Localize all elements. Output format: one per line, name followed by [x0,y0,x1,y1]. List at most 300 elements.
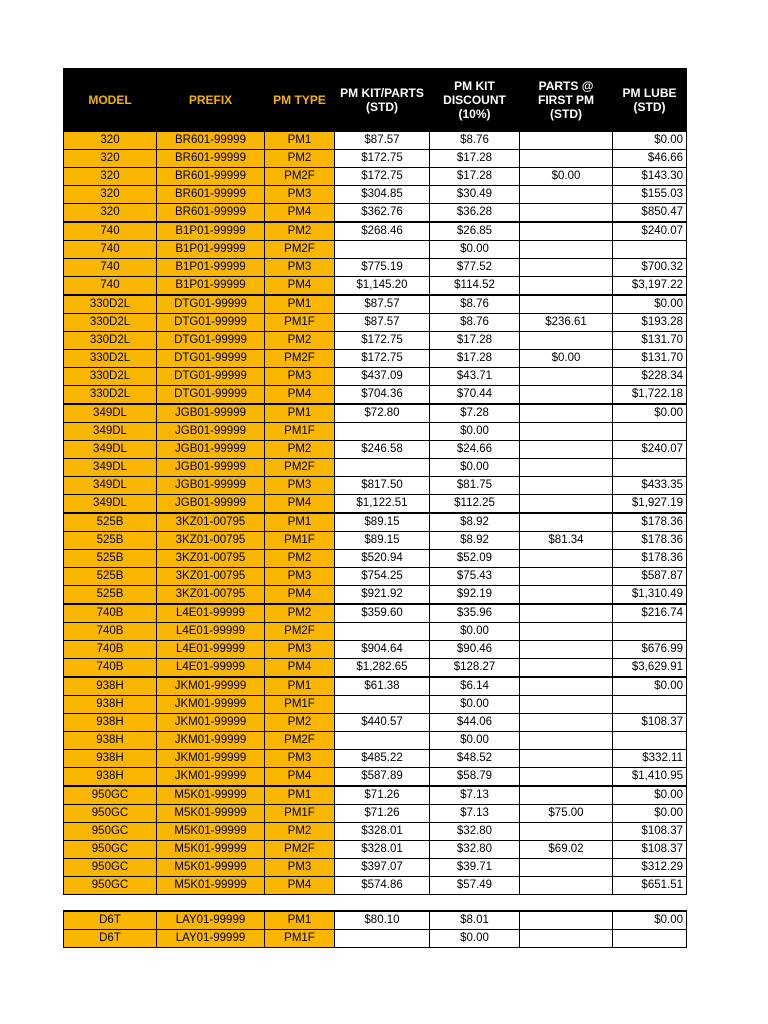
cell-pm-kit-parts [335,623,430,641]
cell-pm-kit-discount: $0.00 [430,241,520,259]
cell-pm-lube [613,930,687,948]
table-row [64,930,687,948]
cell-pm-lube: $193.28 [613,314,687,332]
cell-pm-type: PM1 [265,132,335,150]
cell-parts-first-pm [520,732,613,750]
cell-pm-kit-discount: $8.92 [430,513,520,532]
cell-model: 740 [64,241,157,259]
cell-pm-type: PM1 [265,677,335,696]
cell-prefix: BR601-99999 [157,168,265,186]
cell-pm-kit-parts: $362.76 [335,204,430,223]
cell-pm-lube: $240.07 [613,441,687,459]
cell-pm-lube: $46.66 [613,150,687,168]
cell-model: 938H [64,750,157,768]
cell-pm-kit-discount: $26.85 [430,222,520,241]
cell-pm-kit-discount: $35.96 [430,604,520,623]
table-row [64,641,687,659]
cell-model: 740 [64,277,157,296]
cell-pm-type: PM2 [265,550,335,568]
table-row [64,295,687,314]
header-pm-kit-discount: PM KIT DISCOUNT (10%) [430,69,520,132]
cell-model: 950GC [64,859,157,877]
cell-pm-kit-discount: $0.00 [430,459,520,477]
table-row [64,859,687,877]
cell-model: 330D2L [64,386,157,405]
table-row [64,459,687,477]
cell-prefix: BR601-99999 [157,150,265,168]
cell-parts-first-pm [520,150,613,168]
cell-model: 938H [64,714,157,732]
cell-pm-kit-parts: $72.80 [335,404,430,423]
table-row [64,277,687,296]
cell-prefix: DTG01-99999 [157,332,265,350]
cell-pm-kit-discount: $70.44 [430,386,520,405]
cell-parts-first-pm [520,404,613,423]
table-row [64,168,687,186]
cell-prefix: JGB01-99999 [157,423,265,441]
cell-pm-kit-discount: $17.28 [430,168,520,186]
cell-pm-type: PM2F [265,732,335,750]
table-row [64,696,687,714]
table-row [64,368,687,386]
cell-model: 330D2L [64,368,157,386]
cell-pm-kit-discount: $7.28 [430,404,520,423]
cell-parts-first-pm [520,859,613,877]
cell-pm-lube: $1,722.18 [613,386,687,405]
cell-pm-lube: $587.87 [613,568,687,586]
cell-pm-type: PM2F [265,841,335,859]
cell-pm-kit-discount: $24.66 [430,441,520,459]
cell-parts-first-pm [520,259,613,277]
table-row [64,805,687,823]
cell-model: 740 [64,222,157,241]
table-row [64,423,687,441]
cell-parts-first-pm [520,641,613,659]
cell-parts-first-pm [520,204,613,223]
cell-parts-first-pm: $0.00 [520,350,613,368]
cell-pm-kit-parts: $304.85 [335,186,430,204]
cell-model: 349DL [64,477,157,495]
cell-parts-first-pm [520,295,613,314]
cell-pm-kit-discount: $8.76 [430,295,520,314]
cell-prefix: 3KZ01-00795 [157,550,265,568]
cell-pm-kit-discount: $48.52 [430,750,520,768]
table-row [64,132,687,150]
cell-model: 938H [64,732,157,750]
cell-prefix: JKM01-99999 [157,714,265,732]
cell-model: 525B [64,550,157,568]
cell-pm-type: PM2F [265,241,335,259]
cell-pm-kit-parts: $89.15 [335,532,430,550]
table-row [64,550,687,568]
table-row [64,877,687,895]
cell-pm-type: PM2F [265,459,335,477]
cell-prefix: DTG01-99999 [157,368,265,386]
cell-parts-first-pm [520,423,613,441]
cell-parts-first-pm [520,768,613,787]
cell-parts-first-pm [520,550,613,568]
cell-pm-kit-parts: $61.38 [335,677,430,696]
cell-pm-type: PM3 [265,477,335,495]
cell-model: 938H [64,677,157,696]
cell-pm-lube [613,623,687,641]
cell-model: 320 [64,204,157,223]
cell-pm-type: PM3 [265,368,335,386]
cell-pm-type: PM1 [265,911,335,930]
cell-model: 525B [64,532,157,550]
cell-prefix: JGB01-99999 [157,495,265,514]
cell-pm-kit-parts: $775.19 [335,259,430,277]
table-row [64,150,687,168]
cell-pm-kit-parts: $172.75 [335,350,430,368]
cell-prefix: 3KZ01-00795 [157,513,265,532]
cell-prefix: L4E01-99999 [157,623,265,641]
cell-pm-lube [613,696,687,714]
cell-prefix: LAY01-99999 [157,930,265,948]
table-row [64,204,687,223]
header-pm-type: PM TYPE [265,69,335,132]
cell-pm-lube: $0.00 [613,404,687,423]
cell-model: 950GC [64,877,157,895]
cell-pm-lube: $0.00 [613,805,687,823]
cell-parts-first-pm: $69.02 [520,841,613,859]
cell-pm-type: PM2 [265,441,335,459]
cell-pm-kit-parts: $172.75 [335,150,430,168]
cell-model: 320 [64,150,157,168]
table-row [64,477,687,495]
cell-pm-kit-parts [335,732,430,750]
header-parts-first-pm: PARTS @ FIRST PM (STD) [520,69,613,132]
cell-pm-kit-parts: $485.22 [335,750,430,768]
cell-pm-lube: $108.37 [613,823,687,841]
table-row [64,823,687,841]
cell-prefix: DTG01-99999 [157,386,265,405]
cell-pm-kit-discount: $112.25 [430,495,520,514]
cell-parts-first-pm [520,332,613,350]
cell-pm-type: PM3 [265,641,335,659]
cell-model: 740B [64,623,157,641]
cell-pm-type: PM1F [265,423,335,441]
cell-pm-lube: $178.36 [613,532,687,550]
cell-prefix: JGB01-99999 [157,477,265,495]
cell-pm-kit-discount: $8.76 [430,132,520,150]
cell-pm-type: PM1 [265,404,335,423]
table-row [64,186,687,204]
cell-parts-first-pm [520,277,613,296]
table-row [64,332,687,350]
cell-pm-type: PM4 [265,204,335,223]
table-row [64,732,687,750]
cell-pm-kit-parts: $397.07 [335,859,430,877]
pm-price-table-secondary [63,910,687,948]
cell-model: 525B [64,568,157,586]
cell-pm-kit-parts: $1,145.20 [335,277,430,296]
cell-pm-type: PM1F [265,696,335,714]
cell-prefix: JGB01-99999 [157,404,265,423]
cell-pm-lube: $332.11 [613,750,687,768]
cell-model: 349DL [64,423,157,441]
cell-parts-first-pm: $236.61 [520,314,613,332]
cell-pm-kit-discount: $17.28 [430,150,520,168]
header-pm-lube: PM LUBE (STD) [613,69,687,132]
cell-pm-lube [613,732,687,750]
cell-pm-lube [613,423,687,441]
cell-pm-kit-discount: $81.75 [430,477,520,495]
cell-pm-kit-discount: $44.06 [430,714,520,732]
cell-parts-first-pm [520,677,613,696]
cell-parts-first-pm: $81.34 [520,532,613,550]
table-row [64,259,687,277]
header-pm-kit-parts: PM KIT/PARTS (STD) [335,69,430,132]
cell-pm-kit-parts: $754.25 [335,568,430,586]
cell-pm-kit-parts: $587.89 [335,768,430,787]
cell-pm-type: PM2F [265,350,335,368]
cell-pm-type: PM2 [265,714,335,732]
cell-pm-type: PM4 [265,386,335,405]
header-prefix: PREFIX [157,69,265,132]
cell-pm-kit-discount: $7.13 [430,786,520,805]
cell-pm-lube: $108.37 [613,841,687,859]
cell-parts-first-pm [520,459,613,477]
cell-pm-kit-discount: $57.49 [430,877,520,895]
cell-pm-kit-parts: $71.26 [335,805,430,823]
cell-prefix: B1P01-99999 [157,241,265,259]
cell-pm-type: PM4 [265,277,335,296]
cell-pm-kit-discount: $6.14 [430,677,520,696]
cell-pm-lube: $178.36 [613,513,687,532]
cell-pm-kit-discount: $17.28 [430,350,520,368]
cell-pm-lube: $0.00 [613,911,687,930]
cell-pm-lube: $228.34 [613,368,687,386]
cell-pm-kit-discount: $0.00 [430,623,520,641]
cell-parts-first-pm [520,714,613,732]
table-row [64,768,687,787]
pm-price-table [63,68,687,895]
cell-parts-first-pm [520,604,613,623]
cell-pm-type: PM1F [265,532,335,550]
cell-pm-type: PM3 [265,259,335,277]
cell-pm-type: PM2F [265,168,335,186]
cell-pm-lube: $3,197.22 [613,277,687,296]
cell-model: 320 [64,132,157,150]
cell-prefix: JKM01-99999 [157,750,265,768]
cell-prefix: 3KZ01-00795 [157,532,265,550]
cell-pm-kit-parts: $80.10 [335,911,430,930]
cell-pm-kit-parts: $359.60 [335,604,430,623]
cell-pm-kit-discount: $58.79 [430,768,520,787]
cell-pm-type: PM1 [265,786,335,805]
cell-pm-lube: $1,927.19 [613,495,687,514]
cell-pm-type: PM1F [265,805,335,823]
cell-model: 525B [64,513,157,532]
cell-pm-lube: $700.32 [613,259,687,277]
table-body-secondary [64,911,687,948]
cell-pm-kit-discount: $32.80 [430,823,520,841]
cell-model: 740B [64,604,157,623]
cell-model: 950GC [64,786,157,805]
cell-prefix: JKM01-99999 [157,696,265,714]
cell-pm-type: PM1F [265,930,335,948]
cell-pm-kit-parts [335,423,430,441]
cell-pm-type: PM4 [265,586,335,605]
cell-parts-first-pm [520,877,613,895]
cell-parts-first-pm: $75.00 [520,805,613,823]
cell-pm-type: PM3 [265,186,335,204]
cell-model: 349DL [64,459,157,477]
cell-parts-first-pm [520,568,613,586]
cell-pm-kit-discount: $0.00 [430,732,520,750]
cell-model: 330D2L [64,314,157,332]
cell-pm-lube: $850.47 [613,204,687,223]
cell-pm-kit-discount: $114.52 [430,277,520,296]
cell-prefix: L4E01-99999 [157,659,265,678]
table-row [64,659,687,678]
cell-prefix: M5K01-99999 [157,805,265,823]
table-row [64,786,687,805]
cell-prefix: JGB01-99999 [157,441,265,459]
table-row [64,714,687,732]
cell-model: 349DL [64,441,157,459]
cell-pm-lube: $240.07 [613,222,687,241]
cell-pm-type: PM2 [265,823,335,841]
table-row [64,441,687,459]
cell-prefix: LAY01-99999 [157,911,265,930]
cell-prefix: M5K01-99999 [157,859,265,877]
cell-prefix: BR601-99999 [157,186,265,204]
cell-pm-kit-discount: $39.71 [430,859,520,877]
cell-pm-type: PM3 [265,568,335,586]
cell-pm-kit-parts: $574.86 [335,877,430,895]
table-row [64,623,687,641]
cell-pm-kit-discount: $75.43 [430,568,520,586]
cell-pm-kit-parts: $87.57 [335,132,430,150]
cell-pm-kit-parts: $172.75 [335,332,430,350]
cell-pm-lube: $433.35 [613,477,687,495]
table-row [64,495,687,514]
cell-pm-kit-parts: $437.09 [335,368,430,386]
cell-pm-lube: $131.70 [613,350,687,368]
cell-pm-type: PM4 [265,877,335,895]
cell-parts-first-pm [520,930,613,948]
cell-pm-kit-parts: $904.64 [335,641,430,659]
cell-pm-kit-parts [335,459,430,477]
table-row [64,222,687,241]
cell-pm-kit-parts: $520.94 [335,550,430,568]
cell-parts-first-pm [520,586,613,605]
table-row [64,386,687,405]
cell-pm-kit-discount: $77.52 [430,259,520,277]
cell-pm-kit-discount: $17.28 [430,332,520,350]
cell-model: 740B [64,659,157,678]
cell-pm-kit-parts [335,696,430,714]
cell-pm-type: PM3 [265,859,335,877]
cell-pm-type: PM2 [265,332,335,350]
cell-pm-lube: $178.36 [613,550,687,568]
cell-prefix: L4E01-99999 [157,641,265,659]
cell-model: 330D2L [64,295,157,314]
cell-model: 950GC [64,841,157,859]
cell-pm-kit-discount: $92.19 [430,586,520,605]
table-row [64,314,687,332]
cell-parts-first-pm [520,222,613,241]
cell-pm-lube: $1,310.49 [613,586,687,605]
cell-prefix: L4E01-99999 [157,604,265,623]
cell-model: 320 [64,186,157,204]
cell-prefix: JKM01-99999 [157,677,265,696]
cell-prefix: DTG01-99999 [157,314,265,332]
cell-pm-kit-parts: $87.57 [335,314,430,332]
cell-pm-type: PM1F [265,314,335,332]
cell-prefix: JGB01-99999 [157,459,265,477]
table-row [64,750,687,768]
cell-parts-first-pm: $0.00 [520,168,613,186]
cell-pm-lube: $108.37 [613,714,687,732]
cell-pm-lube: $131.70 [613,332,687,350]
cell-pm-type: PM4 [265,768,335,787]
table-row [64,586,687,605]
cell-pm-type: PM2F [265,623,335,641]
cell-pm-lube: $651.51 [613,877,687,895]
cell-prefix: M5K01-99999 [157,841,265,859]
cell-parts-first-pm [520,823,613,841]
cell-parts-first-pm [520,750,613,768]
cell-model: 938H [64,696,157,714]
cell-pm-kit-parts: $328.01 [335,823,430,841]
cell-parts-first-pm [520,477,613,495]
cell-parts-first-pm [520,241,613,259]
cell-model: D6T [64,911,157,930]
table-row [64,404,687,423]
cell-pm-kit-parts: $268.46 [335,222,430,241]
cell-pm-lube [613,459,687,477]
cell-model: 320 [64,168,157,186]
cell-pm-lube: $143.30 [613,168,687,186]
cell-prefix: B1P01-99999 [157,259,265,277]
cell-model: 740B [64,641,157,659]
cell-pm-kit-parts: $246.58 [335,441,430,459]
cell-parts-first-pm [520,386,613,405]
cell-parts-first-pm [520,786,613,805]
cell-prefix: JKM01-99999 [157,768,265,787]
table-row [64,911,687,930]
cell-pm-kit-parts: $71.26 [335,786,430,805]
cell-parts-first-pm [520,441,613,459]
cell-pm-kit-discount: $0.00 [430,930,520,948]
cell-parts-first-pm [520,186,613,204]
cell-pm-kit-discount: $32.80 [430,841,520,859]
cell-model: 330D2L [64,350,157,368]
table-row [64,604,687,623]
cell-pm-lube: $216.74 [613,604,687,623]
table-row [64,841,687,859]
cell-pm-kit-discount: $0.00 [430,696,520,714]
cell-model: 950GC [64,823,157,841]
cell-pm-lube: $676.99 [613,641,687,659]
cell-model: 950GC [64,805,157,823]
table-row [64,350,687,368]
cell-pm-lube: $0.00 [613,295,687,314]
cell-prefix: 3KZ01-00795 [157,586,265,605]
cell-parts-first-pm [520,513,613,532]
cell-pm-type: PM2 [265,604,335,623]
cell-prefix: BR601-99999 [157,204,265,223]
cell-pm-type: PM2 [265,150,335,168]
cell-pm-kit-discount: $7.13 [430,805,520,823]
cell-pm-lube: $0.00 [613,677,687,696]
cell-pm-type: PM4 [265,659,335,678]
cell-prefix: JKM01-99999 [157,732,265,750]
cell-pm-lube [613,241,687,259]
